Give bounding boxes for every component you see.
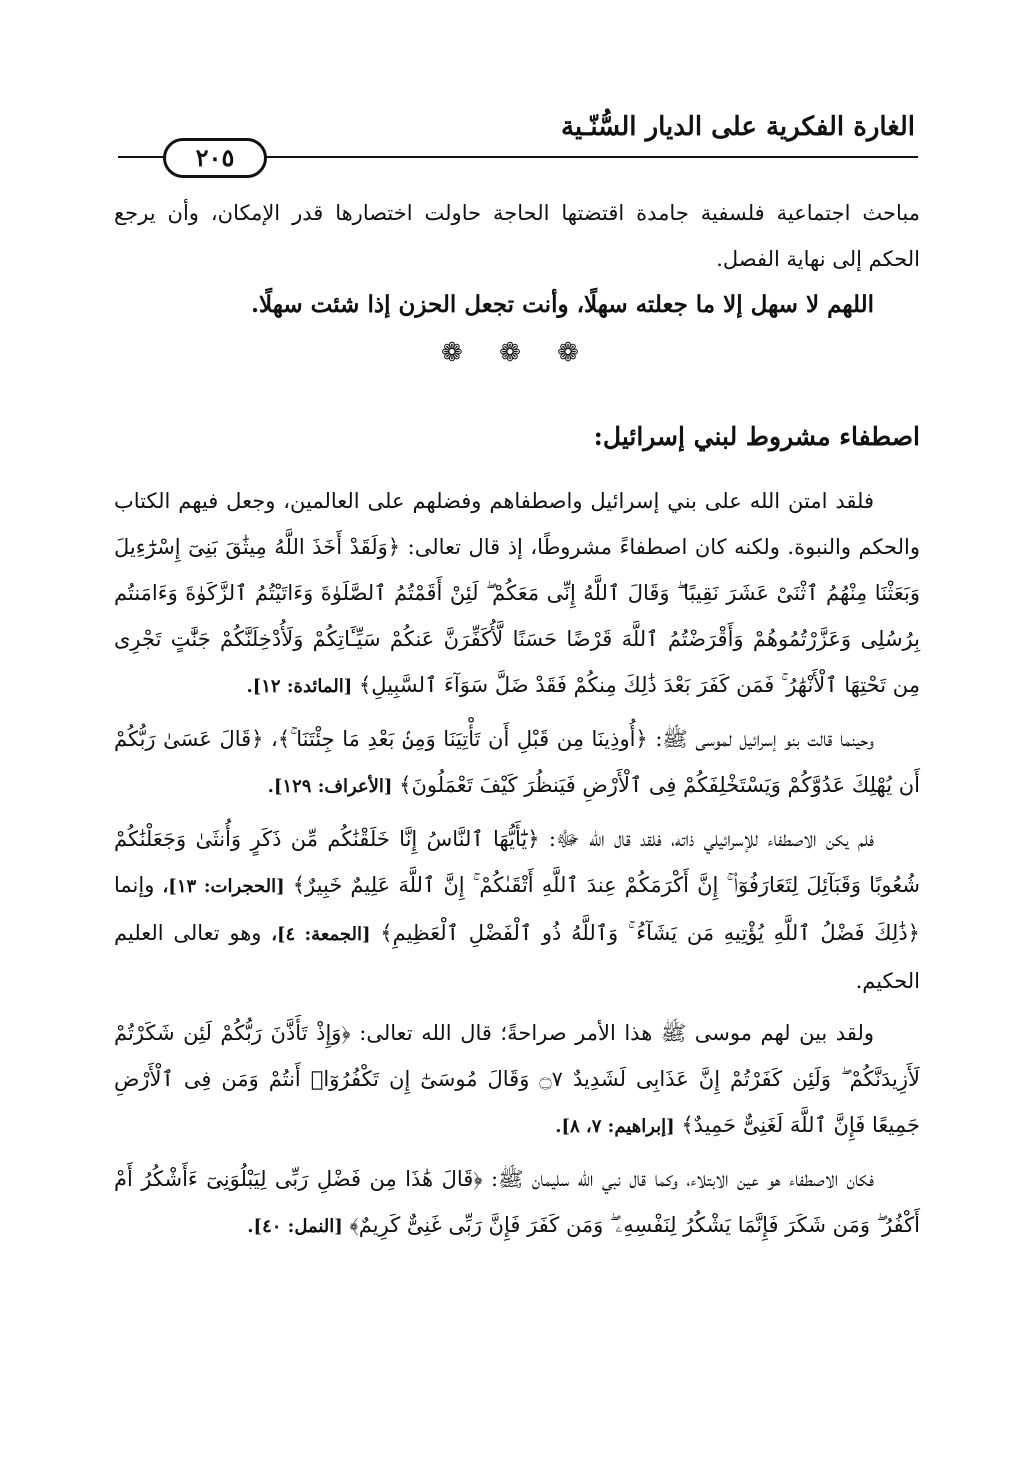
paragraph-2: [114, 716, 920, 810]
verse-reference: [إبراهيم: ٧، ٨].: [555, 1116, 675, 1137]
paragraph-text: فكان الاصطفاء هو عين الابتلاء، وكما قال نبي الله سليمان ﷺ:: [491, 1167, 874, 1191]
paragraph-3: [114, 816, 920, 1004]
verse-reference: [المائدة: ١٢].: [246, 676, 353, 697]
running-header-title: الغارة الفكرية على الديار السُّنّـية: [560, 112, 915, 142]
quran-quote: ﴿يَٰٓأَيُّهَا ٱلنَّاسُ إِنَّا خَلَقْنَٰكُم مِّن ذَكَرٍ وَأُنثَىٰ وَجَعَلْنَٰكُمْ شُعُوبًا وَقَبَآئِلَ لِتَعَارَفُوٓا۟ ۚ إِنَّ أَكْرَمَكُمْ عِندَ ٱللَّهِ أَتْقَىٰكُمْ ۚ إِنَّ ٱللَّهَ عَلِيمٌ خَبِيرٌ﴾: [114, 827, 920, 897]
quran-quote: ﴿وَلَقَدْ أَخَذَ اللَّهُ مِيثَٰقَ بَنِىٓ إِسْرَٰٓءِيلَ وَبَعَثْنَا مِنْهُمُ ٱثْنَىْ عَشَرَ نَقِيبًا ۖ وَقَالَ ٱللَّهُ إِنِّى مَعَكُمْ ۖ لَئِنْ أَقَمْتُمُ ٱلصَّلَوٰةَ وَءَاتَيْتُمُ ٱلزَّكَوٰةَ وَءَامَنتُم بِرُسُلِى وَعَزَّرْتُمُوهُمْ وَأَقْرَضْتُمُ ٱللَّهَ قَرْضًا حَسَنًا لَّأُكَفِّرَنَّ عَنكُمْ سَيِّـَٔاتِكُمْ وَلَأُدْخِلَنَّكُمْ جَنَّٰتٍ تَجْرِى مِن تَحْتِهَا ٱلْأَنْهَٰرُ ۚ فَمَن كَفَرَ بَعْدَ ذَٰلِكَ مِنكُمْ فَقَدْ ضَلَّ سَوَآءَ ٱلسَّبِيلِ﴾: [114, 535, 920, 697]
paragraph-1: [114, 478, 920, 710]
verse-reference: [الحجرات: ١٣]،: [162, 876, 285, 897]
quran-quote: ﴿قَالَ هَٰذَا مِن فَضْلِ رَبِّى لِيَبْلُوَنِىٓ ءَأَشْكُرُ أَمْ أَكْفُرُ ۖ وَمَن شَكَرَ فَإِنَّمَا يَشْكُرُ لِنَفْسِهِۦ ۖ وَمَن كَفَرَ فَإِنَّ رَبِّى غَنِىٌّ كَرِيمٌ﴾: [114, 1167, 920, 1237]
paragraph-4: [114, 1010, 920, 1150]
quran-quote: ﴿ذَٰلِكَ فَضْلُ ٱللَّهِ يُؤْتِيهِ مَن يَشَآءُ ۚ وَٱللَّهُ ذُو ٱلْفَضْلِ ٱلْعَظِيمِ﴾: [380, 921, 920, 945]
paragraph-text: وإنما: [114, 873, 155, 897]
quran-quote: ﴿أُوذِينَا مِن قَبْلِ أَن تَأْتِيَنَا وَمِنۢ بَعْدِ مَا جِئْتَنَا ۚ﴾، ﴿قَالَ عَسَىٰ رَبُّكُمْ أَن يُهْلِكَ عَدُوَّكُمْ وَيَسْتَخْلِفَكُمْ فِى ٱلْأَرْضِ فَيَنظُرَ كَيْفَ تَعْمَلُونَ﴾: [114, 727, 920, 797]
page-body: [114, 190, 920, 1250]
verse-reference: [النمل: ٤٠].: [247, 1216, 343, 1237]
section-heading: اصطفاء مشروط لبني إسرائيل:: [593, 422, 920, 451]
page-number: ٢٠٥: [163, 138, 267, 178]
paragraph-text: فلقد امتن الله على بني إسرائيل واصطفاهم وفضلهم على العالمين، وجعل فيهم الكتاب والحكم والنبوة. ولكنه كان اصطفاءً مشروطًا، إذ قال تعالى:: [114, 489, 920, 559]
paragraph-text: ولقد بين لهم موسى ﷺ هذا الأمر صراحةً؛ قال الله تعالى:: [359, 1021, 874, 1045]
verse-reference: [الجمعة: ٤]،: [271, 924, 371, 945]
paragraph-text: وهو تعالى العليم الحكيم.: [114, 921, 920, 993]
quran-quote: ﴿وَإِذْ تَأَذَّنَ رَبُّكُمْ لَئِن شَكَرْتُمْ لَأَزِيدَنَّكُمْ ۖ وَلَئِن كَفَرْتُمْ إِنَّ عَذَابِى لَشَدِيدٌ ۝٧ وَقَالَ مُوسَىٰٓ إِن تَكْفُرُوٓا۟ أَنتُمْ وَمَن فِى ٱلْأَرْضِ جَمِيعًا فَإِنَّ ٱللَّهَ لَغَنِىٌّ حَمِيدٌ﴾: [114, 1021, 920, 1137]
paragraph-text: وحينما قالت بنو إسرائيل لموسى ﷺ:: [655, 727, 874, 751]
prayer-line: اللهم لا سهل إلا ما جعلته سهلًا، وأنت تجعل الحزن إذا شئت سهلًا.: [251, 291, 874, 318]
paragraph-5: [114, 1156, 920, 1250]
intro-paragraph: مباحث اجتماعية فلسفية جامدة اقتضتها الحاجة حاولت اختصارها قدر الإمكان، وأن يرجع الحكم إلى نهاية الفصل.: [114, 201, 920, 271]
section-divider-ornaments: ❁ ❁ ❁: [441, 338, 593, 368]
paragraph-text: فلم يكن الاصطفاء للإسرائيلي ذاته، فلقد قال الله ﷻ:: [548, 827, 874, 851]
verse-reference: [الأعراف: ١٢٩].: [267, 776, 393, 797]
